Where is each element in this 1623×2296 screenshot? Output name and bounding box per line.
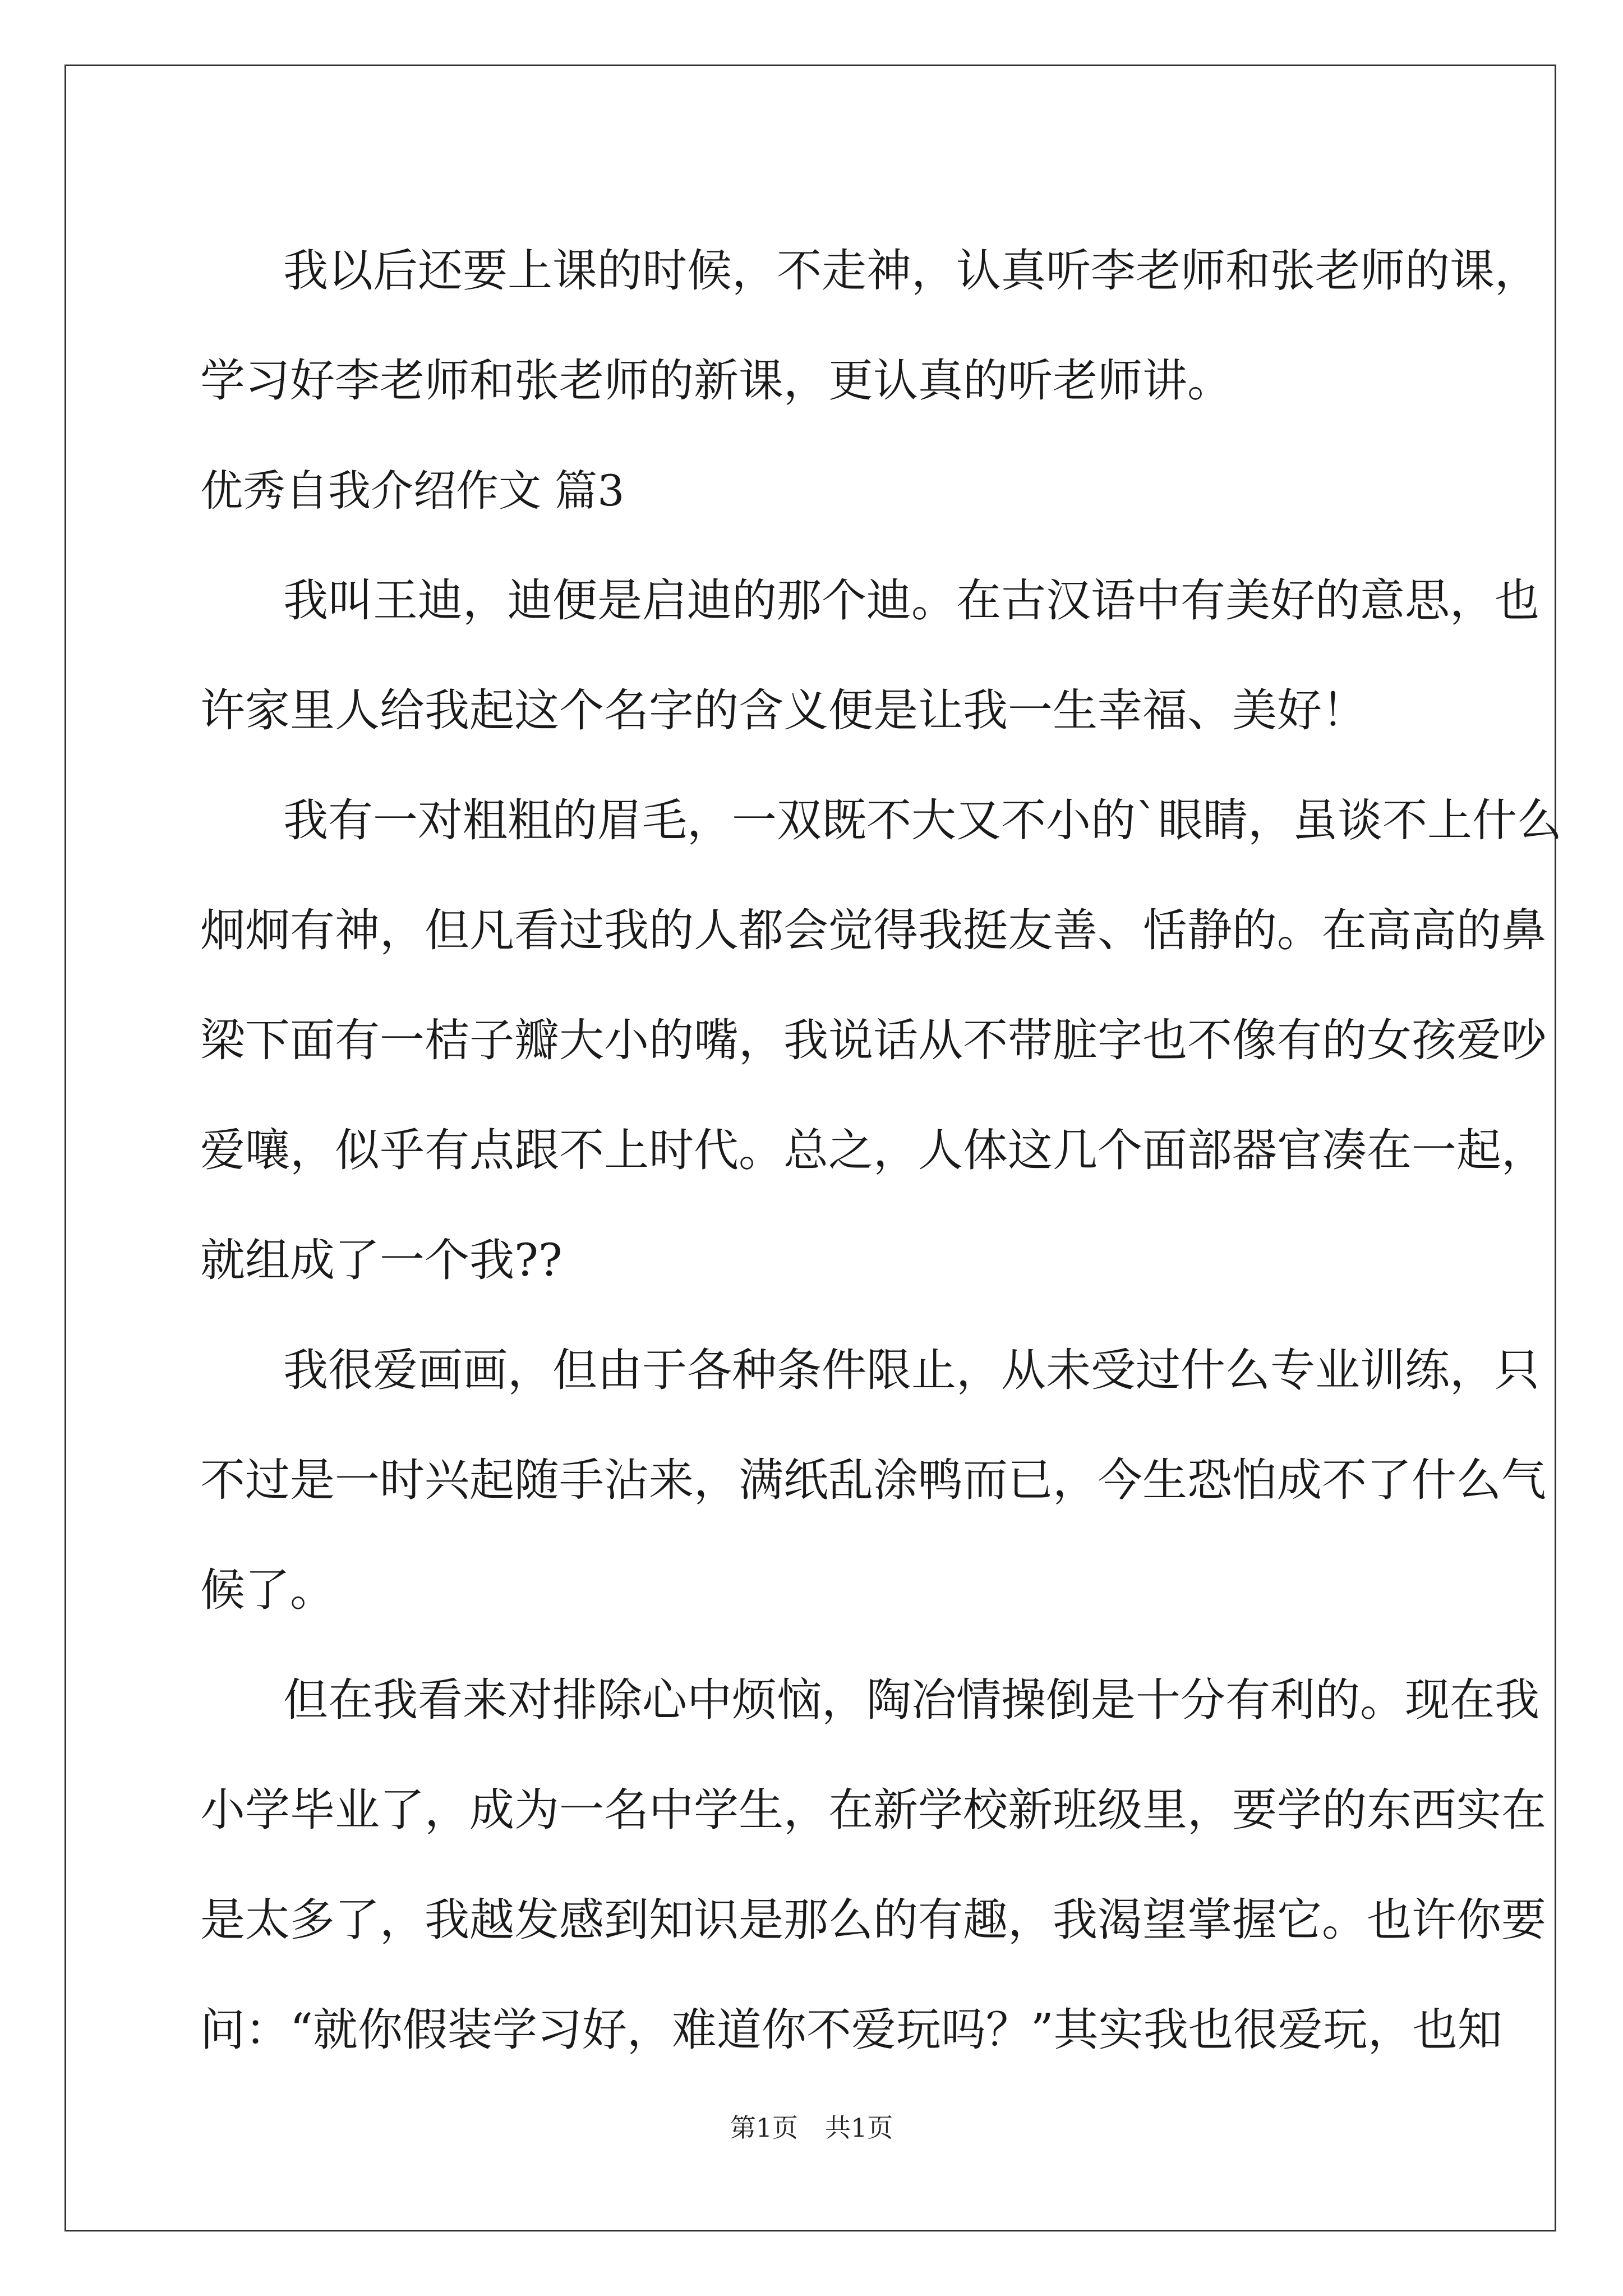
text-line: 许家里人给我起这个名字的含义便是让我一生幸福、美好！: [200, 684, 1367, 737]
text-line: 但在我看来对排除心中烦恼，陶冶情操倒是十分有利的。现在我: [283, 1674, 1539, 1726]
text-line: 候了。: [200, 1564, 335, 1616]
document-body: [200, 216, 1562, 2085]
page-total: 共1页: [825, 2113, 893, 2143]
text-line: 我有一对粗粗的眉毛，一双既不大又不小的`眼睛，虽谈不上什么: [283, 794, 1562, 846]
text-line: 梁下面有一桔子瓣大小的嘴，我说话从不带脏字也不像有的女孩爱吵: [200, 1014, 1546, 1066]
text-line: 问：“就你假装学习好，难道你不爱玩吗？”其实我也很爱玩，也知: [200, 2004, 1502, 2056]
section-heading: 优秀自我介绍作文 篇3: [200, 466, 625, 516]
page-footer: [0, 2111, 1623, 2145]
text-line: 我以后还要上课的时候，不走神，认真听李老师和张老师的课，: [283, 245, 1539, 297]
text-line: 是太多了，我越发感到知识是那么的有趣，我渴望掌握它。也许你要: [200, 1894, 1546, 1946]
text-line: 就组成了一个我??: [200, 1234, 562, 1286]
text-line: 我很爱画画，但由于各种条件限止，从未受过什么专业训练，只: [283, 1344, 1539, 1396]
page-number: 第1页: [730, 2113, 798, 2143]
text-line: 炯炯有神，但凡看过我的人都会觉得我挺友善、恬静的。在高高的鼻: [200, 904, 1546, 956]
text-line: 我叫王迪，迪便是启迪的那个迪。在古汉语中有美好的意思，也: [283, 574, 1539, 627]
text-line: 爱嚷，似乎有点跟不上时代。总之，人体这几个面部器官凑在一起，: [200, 1124, 1546, 1176]
text-line: 学习好李老师和张老师的新课，更认真的听老师讲。: [200, 355, 1232, 407]
text-line: 不过是一时兴起随手沾来，满纸乱涂鸭而已，今生恐怕成不了什么气: [200, 1454, 1546, 1506]
text-line: 小学毕业了，成为一名中学生，在新学校新班级里，要学的东西实在: [200, 1784, 1546, 1836]
